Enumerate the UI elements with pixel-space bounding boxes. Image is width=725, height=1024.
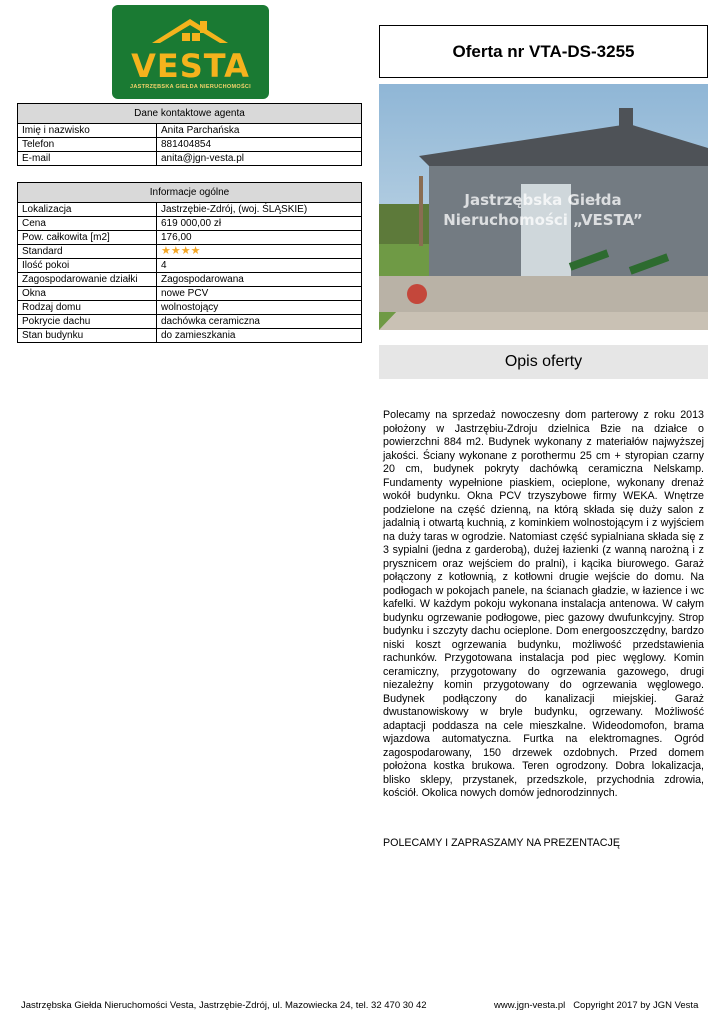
table-row (18, 287, 362, 301)
agent-email-value[interactable]: anita@jgn-vesta.pl (157, 152, 362, 166)
house-type-label: Rodzaj domu (18, 301, 157, 315)
windows-label: Okna (18, 287, 157, 301)
plot-value: Zagospodarowana (157, 273, 362, 287)
description-text: Polecamy na sprzedaż nowoczesny dom parterowy z roku 2013 położony w Jastrzębiu-Zdroju dzielnica Bzie na działce o powierzchni 884 m2. Budynek wykonany z materiałów najwyższej jakości. Ściany wykonane z porothermu 25 cm + styropian czarny 20 cm, budynek pokryty dachówką ceramiczna Nelskamp. Fundamenty wypełnione piaskiem, ocieplone, wykonany drenaż wokół budynku. Okna PCV trzyszybowe firmy WEKA. Wnętrze podzielone na część dzienną, na którą składa się duży salon z jadalnią i otwartą kuchnią, z kominkiem wolnostojącym i z wyjściem na duży taras w ogrodzie. Natomiast część sypialniana składa się z 3 sypialni (jedna z garderobą), dużej łazienki (z wanną narożną i z prysznicem oraz wejściem do pralni), i kącika biurowego. Garaż połączony z kotłownią, z kotłowni drugie wejście do domu. Na podłogach w pokojach panele, na ścianach gładzie, w łazience i wc kafelki. W każdym pokoju wykonana instalacja antenowa. W całym budynku ogrzewanie podłogowe, piec gazowy dwufunkcyjny. Strop budynku i szczyty dachu ocieplone. Dom energooszczędny, bardzo niski koszt ogrzewania budynku, możliwość przedstawienia rachunków. Przygotowana instalacja pod piec węglowy. Komin ceramiczny, przygotowany do ogrzewania gazowego, drugi niezależny komin przygotowany do ogrzewania węglowego. Budynek podłączony do kanalizacji miejskiej. Garaż dwustanowiskowy w bryle budynku, ogrzewany. Możliwość adaptacji poddasza na cele mieszkalne. Wideodomofon, brama wjazdowa automatyczna. Furtka na elektromagnes. Ogród zagospodarowany, 150 drzewek ozdobnych. Przed domem położona kostka brukowa. Teren ogrodzony. Dobra lokalizacja, blisko sklepy, przystanek, przedszkole, przychodnia zdrowia, kościół. Okolica nowych domów jednorodzinnych. (383, 409, 704, 799)
table-row (18, 301, 362, 315)
call-to-action: POLECAMY I ZAPRASZAMY NA PREZENTACJĘ (383, 837, 620, 849)
house-type-value: wolnostojący (157, 301, 362, 315)
general-table-header: Informacje ogólne (18, 183, 362, 203)
logo-brand: VESTA (131, 47, 250, 85)
table-row (18, 203, 362, 217)
description-header: Opis oferty (379, 345, 708, 379)
condition-label: Stan budynku (18, 329, 157, 343)
roof-value: dachówka ceramiczna (157, 315, 362, 329)
star-icon: ★ (170, 245, 181, 257)
table-row (18, 259, 362, 273)
agent-phone-value: 881404854 (157, 138, 362, 152)
price-label: Cena (18, 217, 157, 231)
logo-tagline: JASTRZĘBSKA GIEŁDA NIERUCHOMOŚCI (129, 84, 252, 90)
agent-phone-label: Telefon (18, 138, 157, 152)
rooms-label: Ilość pokoi (18, 259, 157, 273)
windows-value: nowe PCV (157, 287, 362, 301)
star-icon: ★ (180, 245, 191, 257)
standard-label: Standard (18, 245, 157, 259)
footer-website[interactable]: www.jgn-vesta.pl Copyright 2017 by JGN Vesta (494, 1000, 699, 1011)
agent-name-label: Imię i nazwisko (18, 124, 157, 138)
watermark-line2: Nieruchomości „VESTA” (443, 211, 643, 229)
table-row (18, 231, 362, 245)
watermark-line1: Jastrzębska Giełda (464, 191, 622, 209)
location-value: Jastrzębie-Zdrój, (woj. ŚLĄSKIE) (157, 203, 362, 217)
table-row (18, 245, 362, 259)
table-row (18, 273, 362, 287)
area-label: Pow. całkowita [m2] (18, 231, 157, 245)
table-row (18, 152, 362, 166)
price-value: 619 000,00 zł (157, 217, 362, 231)
vesta-logo (112, 5, 269, 99)
property-photo[interactable] (379, 84, 708, 330)
table-row (18, 138, 362, 152)
area-value: 176,00 (157, 231, 362, 245)
offer-title: Oferta nr VTA-DS-3255 (379, 25, 708, 78)
table-row (18, 124, 362, 138)
footer-address: Jastrzębska Giełda Nieruchomości Vesta, Jastrzębie-Zdrój, ul. Mazowiecka 24, tel. 32 470 30 42 (21, 1000, 427, 1011)
roof-label: Pokrycie dachu (18, 315, 157, 329)
general-info-table (17, 182, 362, 343)
location-label: Lokalizacja (18, 203, 157, 217)
agent-name-value: Anita Parchańska (157, 124, 362, 138)
agent-email-label: E-mail (18, 152, 157, 166)
standard-rating (157, 245, 362, 259)
table-row (18, 329, 362, 343)
star-icon: ★ (190, 245, 201, 257)
agent-table-header: Dane kontaktowe agenta (18, 104, 362, 124)
star-icon: ★ (161, 245, 171, 257)
rooms-value: 4 (157, 259, 362, 273)
table-row (18, 315, 362, 329)
agent-contact-table (17, 103, 362, 166)
condition-value: do zamieszkania (157, 329, 362, 343)
plot-label: Zagospodarowanie działki (18, 273, 157, 287)
table-row (18, 217, 362, 231)
